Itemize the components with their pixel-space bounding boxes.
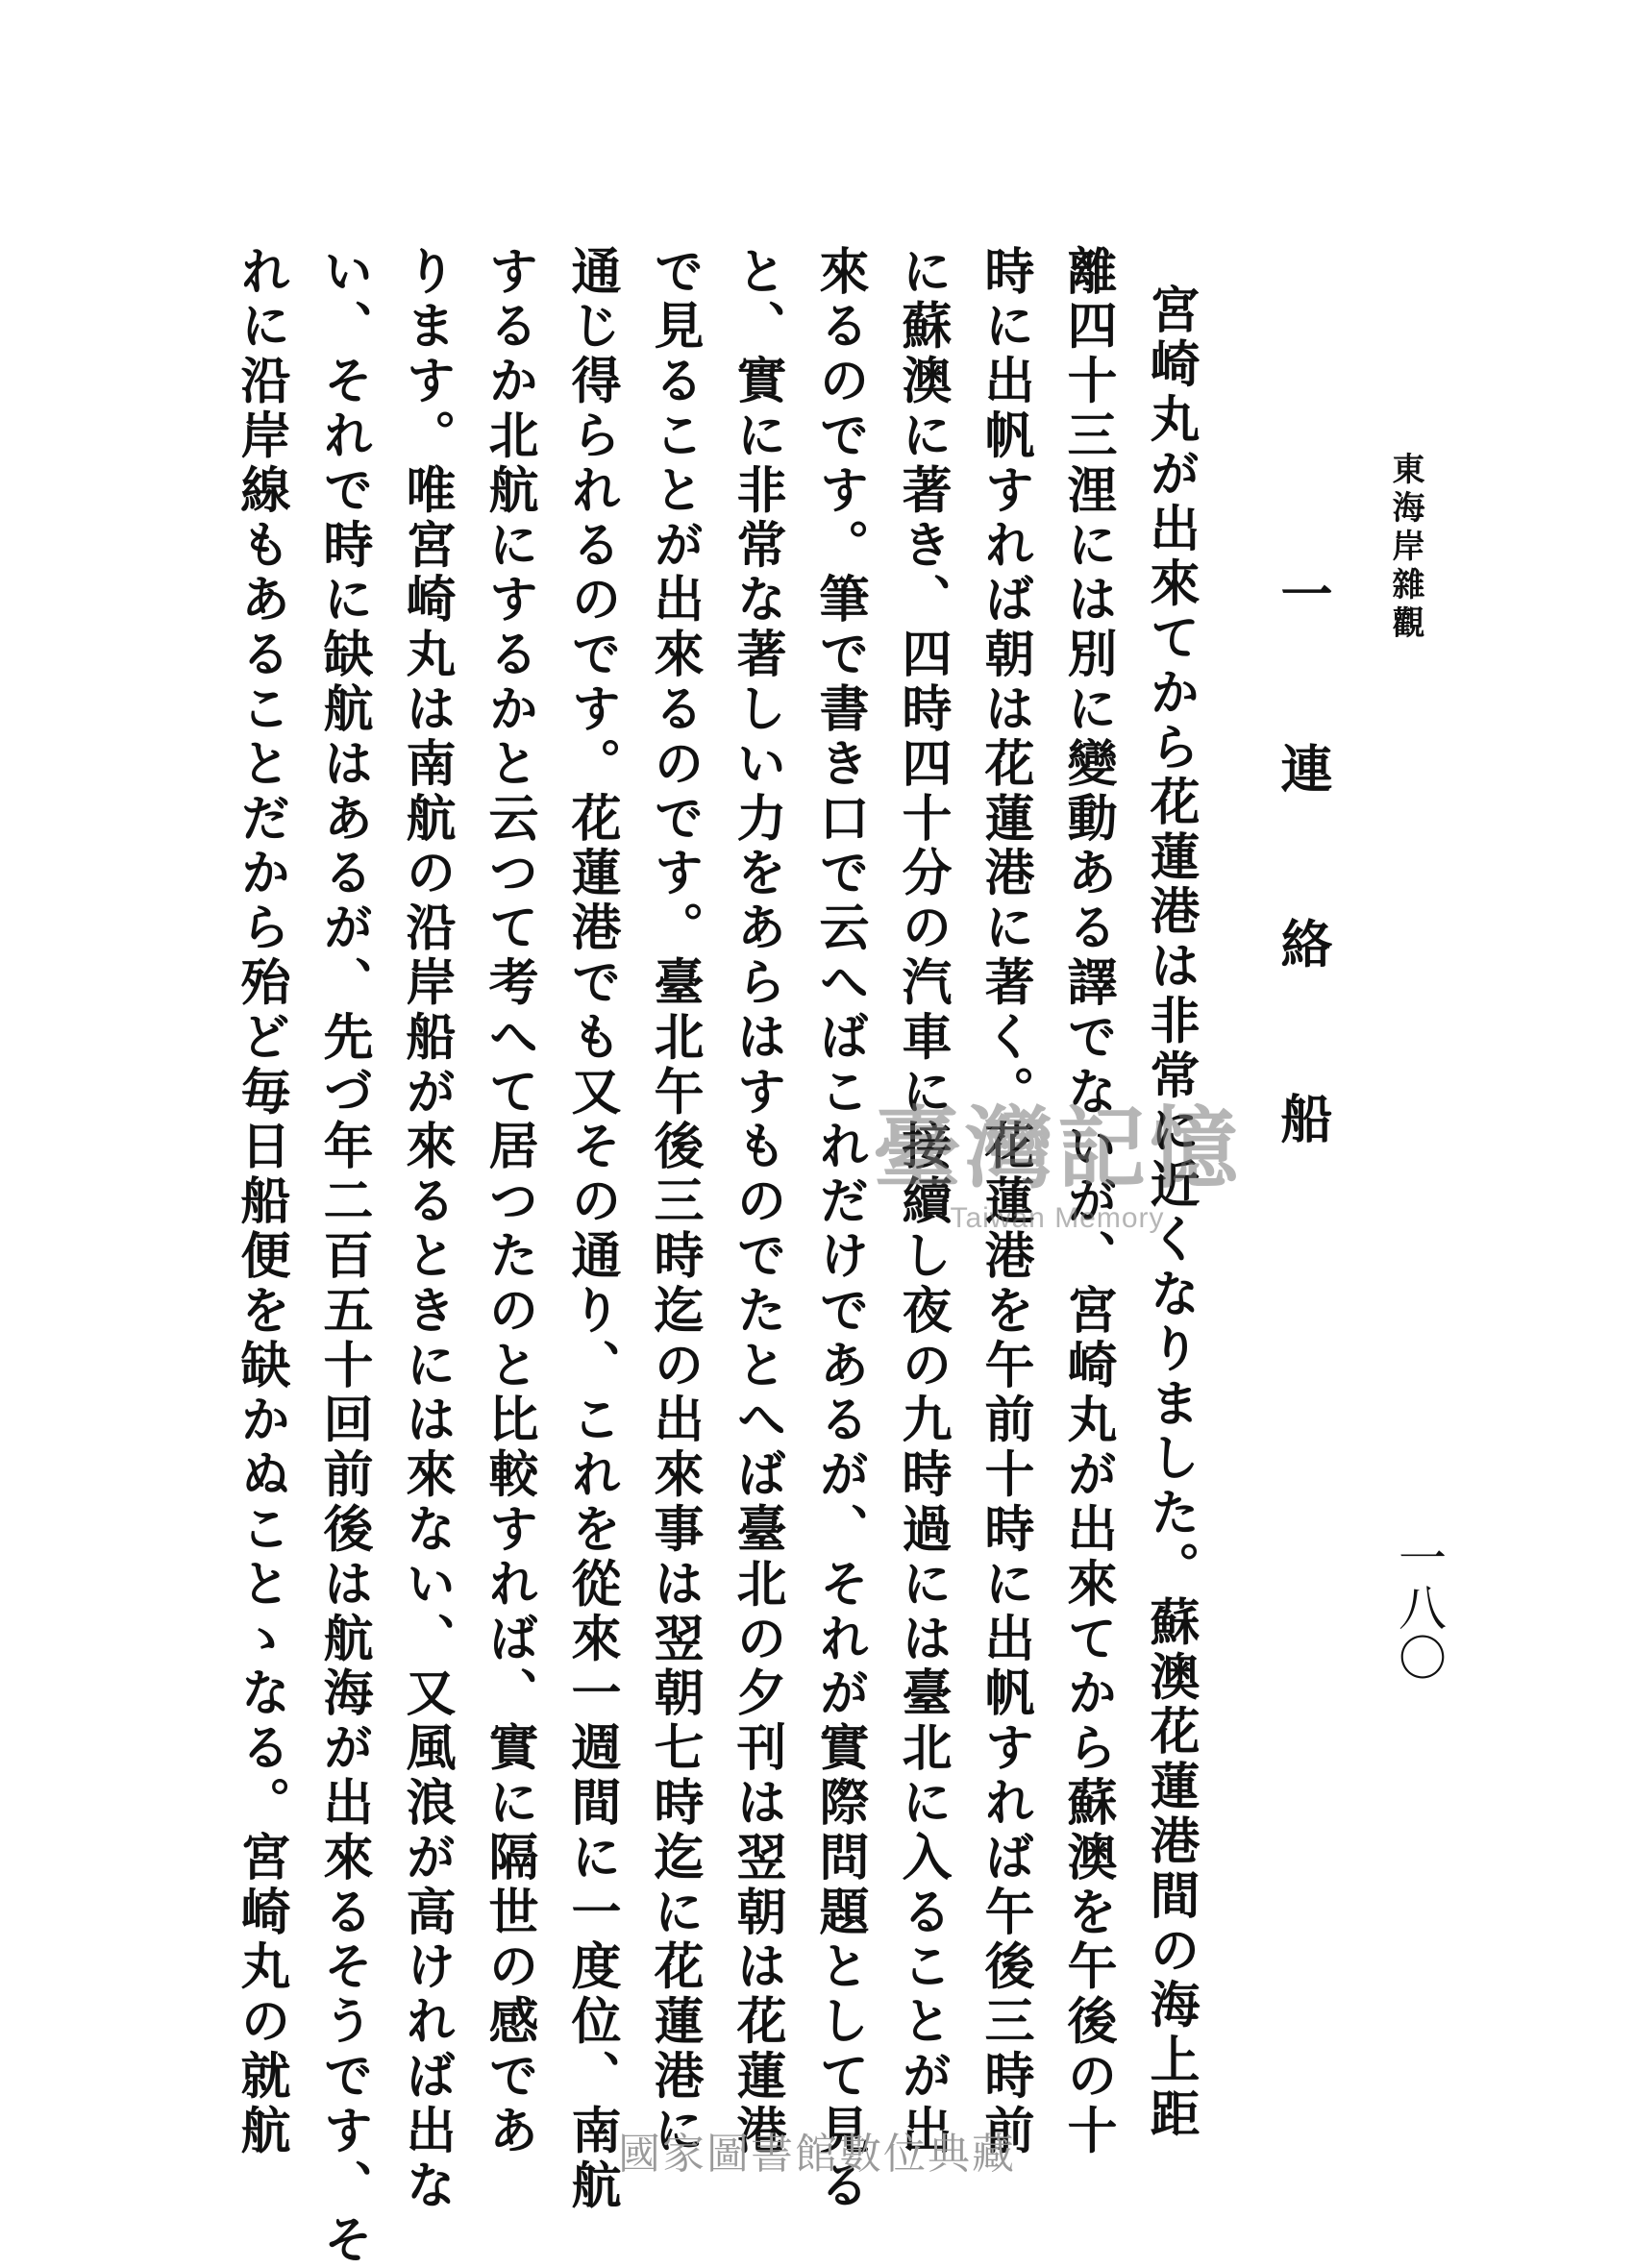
body-line: ります。唯宮崎丸は南航の沿岸船が來るときには來ない、又風浪が高ければ出な xyxy=(397,245,456,2214)
body-line: で見ることが出來るのです。臺北午後三時迄の出來事は翌朝七時迄に花蓮港に xyxy=(645,245,704,2159)
running-title: 東海岸雜觀 xyxy=(1386,452,1424,644)
body-line: と、實に非常な著しい力をあらはすものでたとへば臺北の夕刊は翌朝は花蓮港 xyxy=(728,245,786,2159)
body-line: 離四十三浬には別に變動ある譯でないが、宮崎丸が出來てから蘇澳を午後の十 xyxy=(1058,245,1117,2159)
body-line: 時に出帆すれば朝は花蓮港に著く。花蓮港を午前十時に出帆すれば午後三時前 xyxy=(976,245,1034,2159)
body-line: に蘇澳に著き、四時四十分の汽車に接續し夜の九時過には臺北に入ることが出 xyxy=(893,245,952,2159)
body-line: 通じ得られるのです。花蓮港でも又その通り、これを從來一週間に一度位、南航 xyxy=(562,245,621,2214)
footer-credit: 國家圖書館數位典藏 xyxy=(618,2130,1016,2179)
watermark-logo-text: 臺灣記憶 xyxy=(872,1097,1242,1200)
body-line: するか北航にするかと云つて考へて居つたのと比較すれば、實に隔世の感であ xyxy=(480,245,538,2159)
body-line: い、それで時に缺航はあるが、先づ年二百五十回前後は航海が出來るそうです、そ xyxy=(314,245,373,2268)
watermark-subtitle: Taiwan Memory xyxy=(950,1202,1165,1234)
body-line: 來るのです。筆で書き口で云へばこれだけであるが、それが實際問題として見る xyxy=(810,245,869,2214)
watermark xyxy=(807,1096,1307,1259)
body-line: れに沿岸線もあることだから殆ど毎日船便を缺かぬことゝなる。宮崎丸の就航 xyxy=(232,245,290,2159)
page-number: 一八〇 xyxy=(1391,1533,1447,1683)
section-heading: 一連絡船 xyxy=(1273,567,1334,1267)
body-line: 宮崎丸が出來てから花蓮港は非常に近くなりました。蘇澳花蓮港間の海上距 xyxy=(1141,284,1200,2143)
